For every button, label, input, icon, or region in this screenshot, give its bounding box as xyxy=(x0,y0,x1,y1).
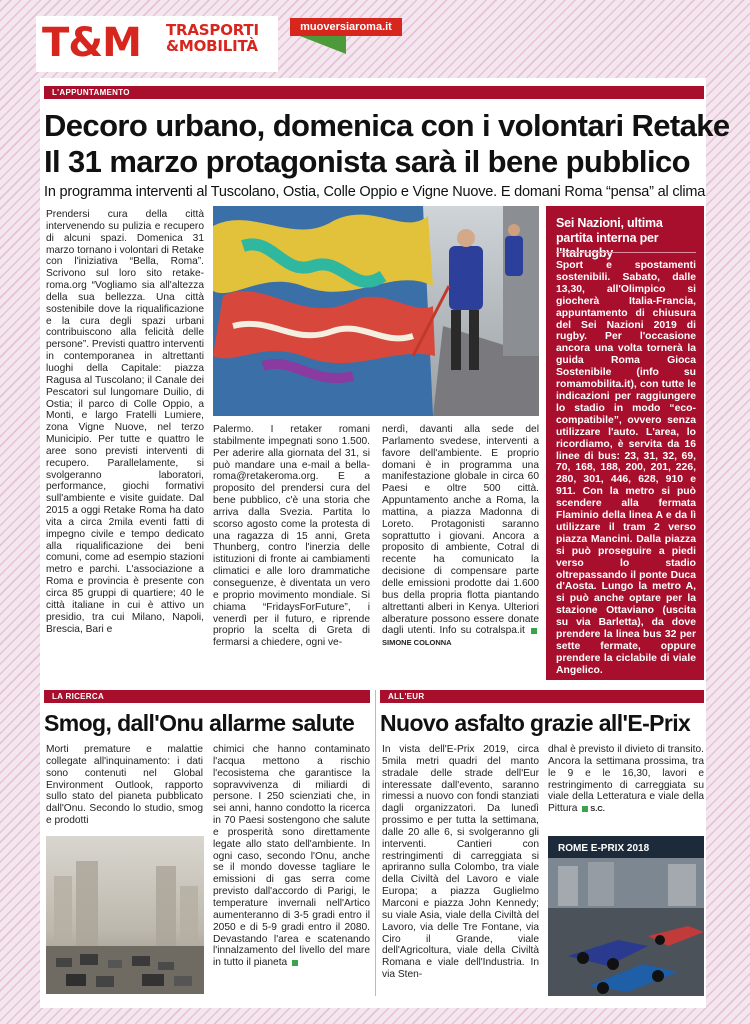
byline: SIMONE COLONNA xyxy=(382,638,452,648)
eprix-col1 xyxy=(382,744,539,981)
smog-col1-text: Morti premature e malattie collegate all'inquinamento: i dati sono contenuti nel Global Environment Outlook, rapporto sullo stato del pianeta pubblicato dall'Onu. Secondo lo studio, smog e prodotti xyxy=(46,744,203,827)
end-square-icon xyxy=(292,960,298,966)
site-tab-accent xyxy=(300,36,346,54)
main-article-photo xyxy=(213,206,539,416)
eprix-headline: Nuovo asfalto grazie all'E-Prix xyxy=(380,710,691,736)
smog-col2-body: chimici che hanno contaminato l'acqua mettono a rischio l'ecosistema che garantisce la sopravvivenza di miliardi di persone. I 250 scienziati che, in sei anni, hanno condotto la ricerca in 70 Paesi sostengono che salute e prosperità sono direttamente legate allo stato dell'ambiente. In ogni caso, secondo l'Onu, anche se il mondo dovesse tagliare le emissioni di gas serra come previsto dall'accordo di Parigi, le temperature invernali nell'Artico aumenteranno di 3-5 gradi entro il 2050 e di 5-9 gradi entro il 2080. Devastando l'area e scatenando l'innalzamento del livello del mare in tutto il pianeta xyxy=(213,744,370,969)
smog-col2-text xyxy=(213,744,370,969)
eprix-col2-text xyxy=(548,744,704,815)
smog-col2 xyxy=(213,744,370,969)
volontari-photo-svg xyxy=(213,206,539,416)
main-article-col3 xyxy=(382,424,539,649)
main-article-col2 xyxy=(213,424,370,649)
main-col2-text: Palermo. I retaker romani stabilmente impegnati sono 1.500. Per aderire alla giornata del 31, si può mandare una e-mail a bella-roma@retakeroma.org. E a proposito del prendersi cura del bene pubblico, c'è una storia che arriva dalla Svezia. Partita lo scorso agosto come la protesta di una ragazza di 15 anni, Greta Thunberg, contro l'inerzia delle istituzioni di fronte ai cambiamenti climatici e alle loro drammatiche conseguenze, è diventata un vero e proprio movimento mondiale. Si chiama “FridaysForFuture”, i venerdì per il futuro, e riprende proprio la scelta di Greta di fermarsi a chiedere, ogni ve- xyxy=(213,424,370,649)
column-divider xyxy=(375,690,376,996)
logo-mark: T&M xyxy=(42,20,141,66)
end-square-icon xyxy=(582,806,588,812)
eprix-photo xyxy=(548,836,704,996)
sidebar-divider xyxy=(556,252,696,253)
sidebar-text: Sport e spostamenti sostenibili. Sabato, dalle 13,30, all'Olimpico si giocherà Italia-Francia, appuntamento di chiusura del Sei Nazioni 2019 di rugby. Per l'occasione ancora una volta tornerà la guida Roma Gioca Sostenibile (info su romamobilita.it), con tutte le indicazioni per raggiungere lo stadio in modo “eco-compatibile”, ovvero senza utilizzare l'auto. L'area, lo ricordiamo, è servita da 16 linee di bus: 23, 31, 32, 69, 70, 168, 188, 200, 201, 226, 280, 301, 446, 628, 910 e 911. Con la metro si può scendere alla fermata Flaminio della linea A e da lì utilizzare il tram 2 verso piazza Mancini. Dalla piazza si può proseguire a piedi verso lo stadio oltrepassando il ponte Duca d'Aosta. Lungo la metro A, si può anche optare per la stazione Ottaviano (uscita su via Barletta), da dove prendere la linea bus 32 per sette fermate, oppure prendere la ciclabile di viale Angelico. xyxy=(556,260,696,676)
main-subhead: In programma interventi al Tuscolano, Ostia, Colle Oppio e Vigne Nuove. E domani Roma “pensa” al clima xyxy=(44,184,706,200)
sidebar-title: Sei Nazioni, ultima partita interna per l'Italrugby xyxy=(556,216,663,260)
sidebar-rugby xyxy=(546,206,704,680)
eprix-col2 xyxy=(548,744,704,815)
eprix-banner-text: ROME E-PRIX 2018 xyxy=(558,843,650,854)
section-bar-eur: ALL'EUR xyxy=(380,690,704,703)
eprix-col1-text: In vista dell'E-Prix 2019, circa 5mila metri quadri del manto stradale delle strade dell'Eur interessate dall'evento, saranno rimessi a nuovo con fondi stanziati dagli organizzatori. Da lunedì prossimo e per tutta la settimana, dalle 20 alle 6, si svolgeranno gli interventi. Cantieri con restringimenti di carreggiata si apriranno sulla Colombo, tra viale della Civiltà del Lavoro e viale Europa; a piazza Guglielmo Marconi e piazza John Kennedy; su viale Asia, viale della Civiltà del Lavoro, via delle Tre Fontane, via Ciro il Grande, viale dell'Agricoltura, viale della Civiltà Romana e viale dell'Industria. In via Sten- xyxy=(382,744,539,981)
smog-headline: Smog, dall'Onu allarme salute xyxy=(44,710,355,736)
masthead-logo xyxy=(36,16,278,72)
logo-line-1: TRASPORTI xyxy=(166,21,259,39)
eprix-col2-body: dhal è previsto il divieto di transito. Ancora la settimana prossima, tra le 9 e le 16,30, lavori e restringimento di carreggiata su viale della Letteratura e viale della Pittura xyxy=(548,744,704,815)
section-bar-appuntamento: L'APPUNTAMENTO xyxy=(44,86,704,99)
main-col1-text: Prendersi cura della città intervenendo su pulizia e recupero di alcuni spazi. Domenica 31 marzo tornano i volontari di Retake con l'iniziativa “Bella, Roma”. Scrivono sul loro sito retake-roma.org “Vogliamo sia all'altezza della sua bellezza. Una città sostenibile dove la riqualificazione e la cura degli spazi urbani contribuiscono alla felicità delle persone”. Previsti quattro interventi in contemporanea in altrettanti luoghi della Capitale: piazza Ragusa al Tuscolano; il Canale dei Pescatori sul lungomare Duilio, di Ostia; il parco di Colle Oppio, a Monti, e largo Fratelli Lumiere, zona Vigne Nuove, nel terzo Municipio. Per tutte e quattro le aree sono previsti interventi di recupero. Parallelamente, si svolgeranno laboratori, performance, giochi formativi sull'ambiente e visite guidate. Dal 2015 a oggi Retake Roma ha dato vita a circa 2mila eventi fatti di impegno civile e tempo dedicato alla riqualificazione dei beni comuni, come ad esempio stazioni metro e parchi. L'associazione a Roma e provincia è presente con circa 85 gruppi di quartiere; 40 le città italiane in cui è attivo un presidio, tra cui Milano, Napoli, Brescia, Bari e xyxy=(46,209,204,635)
section-bar-ricerca: LA RICERCA xyxy=(44,690,370,703)
eprix-byline: S.C. xyxy=(590,804,605,814)
end-square-icon xyxy=(531,628,537,634)
smog-photo xyxy=(46,836,204,994)
logo-line-2: &MOBILITÀ xyxy=(166,37,258,55)
main-col3-text xyxy=(382,424,539,649)
site-url: muoversiaroma.it xyxy=(290,18,402,36)
main-article-col1 xyxy=(46,209,204,635)
eprix-photo-svg xyxy=(548,836,704,996)
smog-photo-svg xyxy=(46,836,204,994)
main-headline-1: Decoro urbano, domenica con i volontari Retake xyxy=(44,108,730,143)
smog-col1 xyxy=(46,744,203,827)
main-headline-2: Il 31 marzo protagonista sarà il bene pubblico xyxy=(44,144,690,179)
main-col3-body: nerdì, davanti alla sede del Parlamento svedese, interventi a favore dell'ambiente. E proprio domani è in programma una manifestazione globale in circa 60 Paesi e oltre 500 città. Appuntamento anche a Roma, la mattina, a piazza Madonna di Loreto. Protagonisti saranno soprattutto i giovani. Ancora a proposito di ambiente, Cotral di recente ha comunicato la decisione di compensare parte delle emissioni prodotte dai 1.600 bus della propria flotta piantando altrettanti alberi in Kenya. Ulteriori alberature possono essere donate dagli utenti. Info su cotralspa.it xyxy=(382,424,539,637)
